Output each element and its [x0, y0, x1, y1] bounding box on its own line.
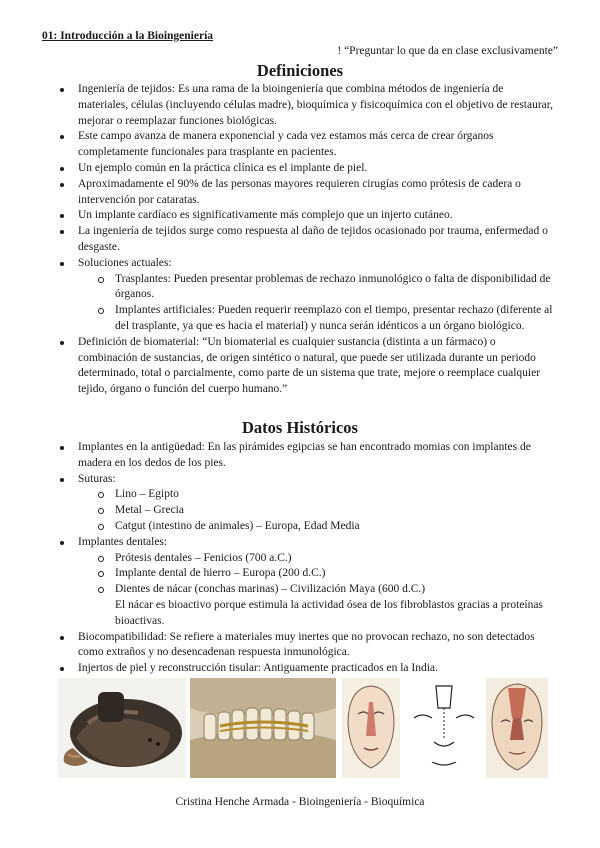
- list-item: Un implante cardíaco es significativamente más complejo que un injerto cutáneo.: [56, 208, 556, 224]
- sublist-item: Dientes de nácar (conchas marinas) – Civilización Maya (600 d.C.): [78, 582, 556, 598]
- document-title: 01: Introducción a la Bioingeniería: [42, 30, 214, 42]
- document-footer: Cristina Henche Armada - Bioingeniería - Bioquímica: [175, 796, 425, 808]
- sublist-item: Catgut (intestino de animales) – Europa, Edad Media: [78, 519, 556, 535]
- sublist-item: Lino – Egipto: [78, 487, 556, 503]
- list-item: Aproximadamente el 90% de las personas mayores requieren cirugías como prótesis de cadera o intervención por cataratas.: [56, 177, 556, 209]
- list-item: Un ejemplo común en la práctica clínica es el implante de piel.: [56, 161, 556, 177]
- ancient-dental-implant-photo: [190, 678, 336, 778]
- list-item: [56, 256, 556, 335]
- list-item: Ingeniería de tejidos: Es una rama de la bioingeniería que combina métodos de ingeniería de materiales, células (incluyendo células madre), bioquímica y fisicoquímica con el objetivo de restaurar, mejorar o reemplazar funciones biológicas.: [56, 82, 556, 129]
- list-item-label: Implantes dentales:: [78, 535, 168, 548]
- list-item: Implantes en la antigüedad: En las pirámides egipcias se han encontrado momias con implantes de madera en los dedos de los pies.: [56, 440, 556, 472]
- sublist-item: Trasplantes: Pueden presentar problemas de rechazo inmunológico o falta de disponibilidad de órganos.: [78, 272, 556, 304]
- forehead-flap-diagram: [408, 678, 480, 778]
- list-item: Este campo avanza de manera exponencial y cada vez estamos más cerca de crear órganos completamente funcionales para trasplante en pacientes.: [56, 129, 556, 161]
- sublist-item: Metal – Grecia: [78, 503, 556, 519]
- rhinoplasty-face-drawing: [342, 678, 400, 778]
- list-item: Definición de biomaterial: “Un biomaterial es cualquier sustancia (distinta a un fármaco) o combinación de sustancias, de origen sintético o natural, que puede ser utilizada durante un periodo determinado, total o parcialmente, como parte de un sistema que trate, mejore o reemplace cualquier tejido, órgano o función del cuerpo humano.”: [56, 335, 556, 398]
- sublist-item: Implante dental de hierro – Europa (200 d.C.): [78, 566, 556, 582]
- suturas-sublist: [78, 487, 556, 534]
- list-item: La ingeniería de tejidos surge como respuesta al daño de tejidos ocasionado por trauma, enfermedad o desgaste.: [56, 224, 556, 256]
- section-title-historicos: Datos Históricos: [242, 418, 358, 437]
- list-item: Injertos de piel y reconstrucción tisular: Antiguamente practicados en la India.: [56, 661, 556, 677]
- implantes-dentales-sublist: [78, 551, 556, 598]
- historicos-list: [56, 440, 556, 677]
- section-title-definiciones: Definiciones: [256, 61, 344, 80]
- sublist-item: Prótesis dentales – Fenicios (700 a.C.): [78, 551, 556, 567]
- class-note: ! “Preguntar lo que da en clase exclusivamente”: [337, 45, 558, 57]
- list-item: Biocompatibilidad: Se refiere a materiales muy inertes que no provocan rechazo, no son detectados como extraños y no desencadenan respuesta inmunológica.: [56, 630, 556, 662]
- sublist-item: Implantes artificiales: Pueden requerir reemplazo con el tiempo, presentar rechazo (diferente al del trasplante, ya que es hacia el material) y nunca serán idénticos a un órgano biológico.: [78, 303, 556, 335]
- nacar-note: El nácar es bioactivo porque estimula la actividad ósea de los fibroblastos gracias a proteínas bioactivas.: [115, 598, 543, 627]
- wooden-toe-prosthesis-photo: [58, 678, 186, 778]
- nose-reconstruction-illustration: [486, 678, 548, 778]
- soluciones-sublist: [78, 272, 556, 335]
- list-item: [56, 535, 556, 630]
- definiciones-list: [56, 82, 556, 398]
- list-item: [56, 472, 556, 535]
- list-item-label: Soluciones actuales:: [78, 256, 172, 269]
- list-item-label: Suturas:: [78, 472, 116, 485]
